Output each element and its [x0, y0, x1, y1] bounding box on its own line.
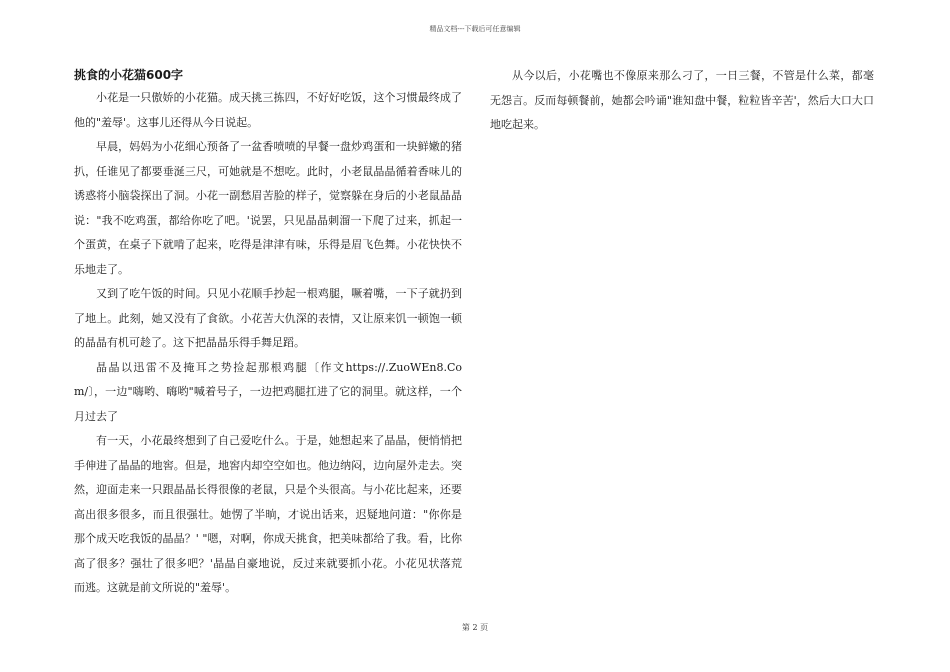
article-title: 挑食的小花猫600字 [74, 68, 184, 82]
header-note: 精品文档---下载后可任意编辑 [429, 25, 521, 33]
right-column [490, 64, 874, 138]
page-number: 第 2 页 [461, 623, 489, 632]
paragraph-2: 早晨，妈妈为小花细心预备了一盆香喷喷的早餐一盘炒鸡蛋和一块鲜嫩的猪扒，任谁见了都要垂涎三尺，可她就是不想吃。此时，小老鼠晶晶循着香味儿的诱惑将小脑袋探出了洞。小花一副愁眉苦脸的样子，觉察躲在身后的小老鼠晶晶说："我不吃鸡蛋，都给你吃了吧。'说罢，只见晶晶刺溜一下爬了过来，抓起一个蛋黄，在桌子下就啃了起来，吃得是津津有味，乐得是眉飞色舞。小花快快不乐地走了。 [74, 140, 462, 276]
paragraph-6: 从今以后，小花嘴也不像原来那么刁了，一日三餐，不管是什么菜，都毫无怨言。反而每顿餐前，她都会吟诵"谁知盘中餐，粒粒皆辛苦'，然后大口大口地吃起来。 [490, 69, 874, 131]
paragraph-1: 小花是一只傲娇的小花猫。成天挑三拣四，不好好吃饭，这个习惯最终成了他的"羞辱'。这事儿还得从今日说起。 [74, 91, 462, 129]
left-column [74, 64, 462, 601]
paragraph-5: 有一天，小花最终想到了自己爱吃什么。于是，她想起来了晶晶，便悄悄把手伸进了晶晶的地窖。但是，地窖内却空空如也。他边纳闷，边向屋外走去。突然，迎面走来一只跟晶晶长得很像的老鼠，只是个头很高。与小花比起来，还要高出很多很多，而且很强壮。她愣了半晌，才说出话来，迟疑地问道："你你是那个成天吃我饭的晶晶？' "嗯，对啊，你成天挑食，把美味都给了我。看，比你高了很多？强壮了很多吧？'晶晶自豪地说，反过来就要抓小花。小花见状落荒而逃。这就是前文所说的"羞辱'。 [74, 434, 462, 594]
paragraph-3: 又到了吃午饭的时间。只见小花顺手抄起一根鸡腿，噘着嘴，一下子就扔到了地上。此刻，她又没有了食欲。小花苦大仇深的表情，又让原来饥一顿饱一顿的晶晶有机可趁了。这下把晶晶乐得手舞足蹈。 [74, 287, 462, 349]
paragraph-4: 晶晶以迅雷不及掩耳之势捡起那根鸡腿〔作文https://.ZuoWEn8.Com/〕，一边"嗨哟、嗨哟"喊着号子，一边把鸡腿扛进了它的洞里。就这样，一个月过去了 [74, 360, 462, 423]
